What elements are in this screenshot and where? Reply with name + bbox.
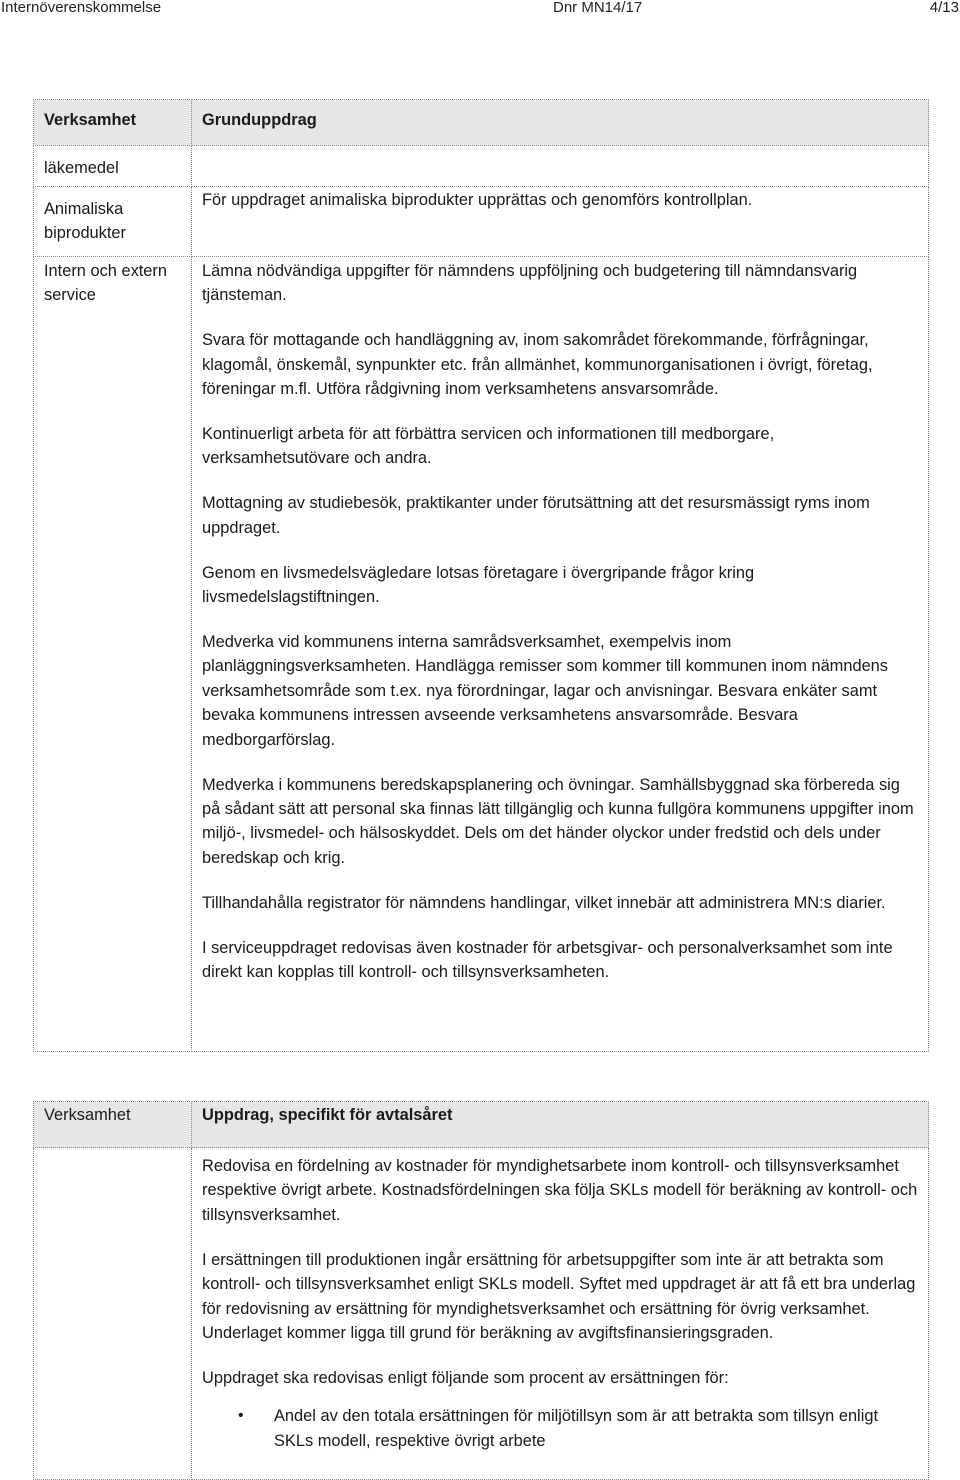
paragraph: Kontinuerligt arbeta för att förbättra servicen och informationen till medborgare, verksamhetsutövare och andra.: [202, 425, 775, 468]
bullet-list: [202, 1404, 918, 1453]
table-header-row: [34, 1102, 929, 1148]
paragraph: I serviceuppdraget redovisas även kostnader för arbetsgivar- och personalverksamhet som inte direkt kan kopplas till kontroll- och tillsynsverksamheten.: [202, 938, 893, 981]
grunduppdrag-table: [33, 99, 929, 1052]
row-label: Animaliska biprodukter: [44, 200, 127, 243]
row-label-cell: [34, 187, 192, 257]
column-header-uppdrag: [192, 1102, 929, 1148]
row-label-cell: [34, 146, 192, 187]
column-header-verksamhet: [34, 100, 192, 146]
paragraph: Uppdraget ska redovisas enligt följande som procent av ersättningen för:: [202, 1368, 729, 1387]
row-content-cell: [192, 187, 929, 257]
row-content-cell: [192, 257, 929, 1052]
table-row: [34, 1148, 929, 1480]
paragraph: Svara för mottagande och handläggning av, inom sakområdet förekommande, förfrågningar, klagomål, önskemål, synpunkter etc. från allmänhet, kommunorganisationen i övrigt, företag, föreningar m.fl. Utföra rådgivning inom verksamhetens ansvarsområde.: [202, 331, 873, 399]
row-content: För uppdraget animaliska biprodukter upprättas och genomförs kontrollplan.: [202, 191, 753, 209]
column-header-label: Grunduppdrag: [202, 111, 317, 129]
row-label-cell: [34, 1148, 192, 1480]
column-header-verksamhet: [34, 1102, 192, 1148]
column-header-label: Uppdrag, specifikt för avtalsåret: [202, 1106, 453, 1124]
paragraph: Redovisa en fördelning av kostnader för myndighetsarbete inom kontroll- och tillsynsverksamhet respektive övrigt arbete. Kostnadsfördelningen ska följa SKLs modell för beräkning av kontroll- och tillsynsverksamhet.: [202, 1157, 918, 1224]
paragraph: Medverka vid kommunens interna samrådsverksamhet, exempelvis inom planläggningsverksamheten. Handlägga remisser som kommer till kommunen inom nämndens verksamhetsområde som t.ex. nya förordningar, lagar och anvisningar. Besvara enkäter samt bevaka kommunens intressen avseende verksamhetens ansvarsområde. Besvara medborgarförslag.: [202, 632, 888, 749]
page-header: [0, 0, 960, 16]
column-header-grunduppdrag: [192, 100, 929, 146]
column-header-label: Verksamhet: [44, 1106, 131, 1124]
document-number: Dnr MN14/17: [553, 0, 643, 16]
paragraph: Genom en livsmedelsvägledare lotsas företagare i övergripande frågor kring livsmedelslagstiftningen.: [202, 563, 755, 607]
page-number: 4/13: [929, 0, 959, 16]
paragraph: Mottagning av studiebesök, praktikanter under förutsättning att det resursmässigt ryms inom uppdraget.: [202, 494, 870, 537]
document-title: Internöverenskommelse: [1, 0, 162, 16]
table-row: [34, 187, 929, 257]
paragraph: Medverka i kommunens beredskapsplanering och övningar. Samhällsbyggnad ska förbereda sig på sådant sätt att personal ska finnas lätt tillgänglig och kunna fullgöra kommunens uppgifter inom miljö-, livsmedel- och hälsoskyddet. Dels om det händer olyckor under fredstid och dels under beredskap och krig.: [202, 775, 914, 867]
list-item: • Andel av den totala ersättningen för miljötillsyn som är att betrakta som tillsyn enligt SKLs modell, respektive övrigt arbete: [274, 1404, 918, 1453]
paragraph: Tillhandahålla registrator för nämndens handlingar, vilket innebär att administrera MN:s diarier.: [202, 893, 886, 912]
avtalsar-table: [33, 1101, 929, 1480]
paragraph: Lämna nödvändiga uppgifter för nämndens uppföljning och budgetering till nämndansvarig tjänsteman.: [202, 262, 858, 305]
column-header-label: Verksamhet: [44, 111, 137, 129]
row-content-cell: [192, 1148, 929, 1480]
paragraph: I ersättningen till produktionen ingår ersättning för arbetsuppgifter som inte är att betrakta som kontroll- och tillsynsverksamhet enligt SKLs modell. Syftet med uppdraget är att få ett bra underlag för redovisning av ersättning för myndighetsverksamhet och ersättning för övrig verksamhet. Underlaget kommer ligga till grund för beräkning av avgiftsfinansieringsgraden.: [202, 1250, 916, 1342]
table-row: [34, 146, 929, 187]
row-content-cell: [192, 146, 929, 187]
row-label: Intern och extern service: [44, 262, 168, 305]
row-label: läkemedel: [44, 159, 119, 177]
table-header-row: [34, 100, 929, 146]
table-row: [34, 257, 929, 1052]
row-label-cell: [34, 257, 192, 1052]
